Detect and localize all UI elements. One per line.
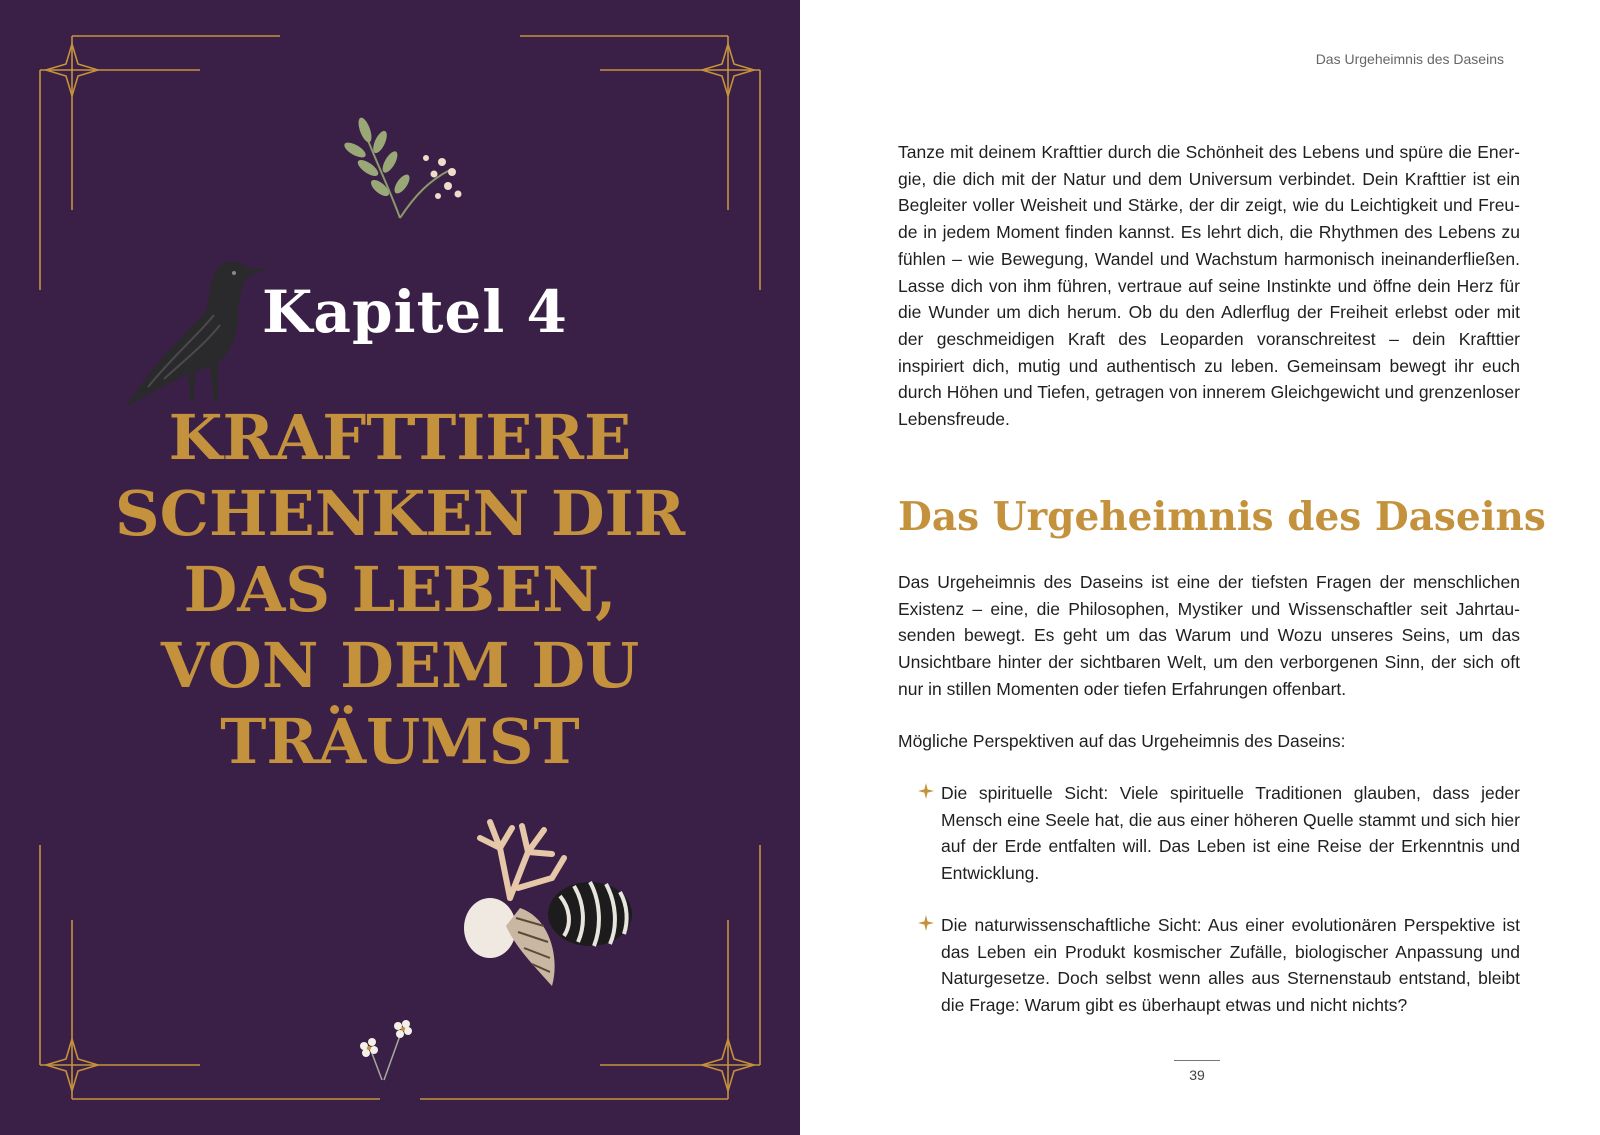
bullet-text: Die naturwissenschaftliche Sicht: Aus einer evolutionären Perspektive ist das Leben ein Produkt kosmischer Zufälle, biologischer Anpassung und Naturgesetze. Doch selbst wenn alles aus Sternenstaub entstand, bleibt die Frage: Warum gibt es überhaupt etwas und nicht nichts? [941, 915, 1520, 1016]
lead-in-text: Mögliche Perspektiven auf das Urgeheimnis des Daseins: [898, 731, 1346, 751]
section-heading: Das Urgeheimnis des Daseins [898, 494, 1546, 540]
four-point-star-icon [918, 915, 934, 931]
running-header: Das Urgeheimnis des Daseins [1315, 51, 1504, 67]
chapter-title-line: DAS LEBEN, [183, 553, 617, 626]
intro-paragraph: Tanze mit deinem Krafttier durch die Schönheit des Lebens und spüre die Energie, die dich mit der Natur und dem Universum verbindet. Dein Krafttier ist ein Begleiter voller Weisheit und Stärke, der dir zeigt, wie du Leichtigkeit und Freude in jedem Moment finden kannst. Es lehrt dich, die Rhythmen des Lebens zu fühlen – wie Bewegung, Wandel und Wachstum harmonisch ineinanderfließen. Lasse dich von ihm führen, vertraue auf seine Instinkte und öffne dein Herz für die Wunder um dich herum. Ob du den Adlerflug der Freiheit erlebst oder mit der geschmeidigen Kraft des Leoparden voranschreitest – dein Krafttier inspiriert dich, mutig und authentisch zu leben. Gemeinsam bewegt ihr euch durch Höhen und Tiefen, getragen von innerem Gleichgewicht und grenzenloser Lebensfreude. [898, 142, 1520, 430]
chapter-title-line: KRAFTTIERE [168, 401, 632, 474]
chapter-title-line: SCHENKEN DIR [114, 477, 686, 550]
chapter-label: Kapitel 4 [262, 278, 568, 346]
bullet-item [898, 912, 1520, 1019]
seashells-coral-icon [460, 808, 640, 993]
chapter-title-line: VON DEM DU [160, 629, 640, 702]
chapter-title [100, 400, 700, 780]
chapter-title-line: TRÄUMST [220, 705, 580, 778]
small-flowers-icon [348, 1018, 428, 1083]
raven-icon [118, 255, 278, 415]
right-page [800, 0, 1600, 1135]
bullet-item [898, 780, 1520, 887]
bullet-text: Die spirituelle Sicht: Viele spirituelle Traditionen glauben, dass jeder Mensch eine Seele hat, die aus einer höheren Quelle stammt und sich hier auf der Erde entfalten will. Das Leben ist eine Reise der Erkenntnis und Entwicklung. [941, 783, 1520, 884]
four-point-star-icon [918, 783, 934, 799]
page-number: 39 [1174, 1060, 1220, 1083]
botanical-sprig-icon [330, 100, 470, 225]
section-paragraph: Das Urgeheimnis des Daseins ist eine der tiefsten Fragen der menschlichen Existenz – eine, die Philosophen, Mystiker und Wissenschaftler seit Jahrtausenden bewegt. Es geht um das Warum und Wozu unseres Seins, um das Unsichtbare hinter der sichtbaren Welt, um den verborgenen Sinn, der sich oft nur in stillen Momenten oder tiefen Erfahrungen offenbart. [898, 572, 1520, 699]
